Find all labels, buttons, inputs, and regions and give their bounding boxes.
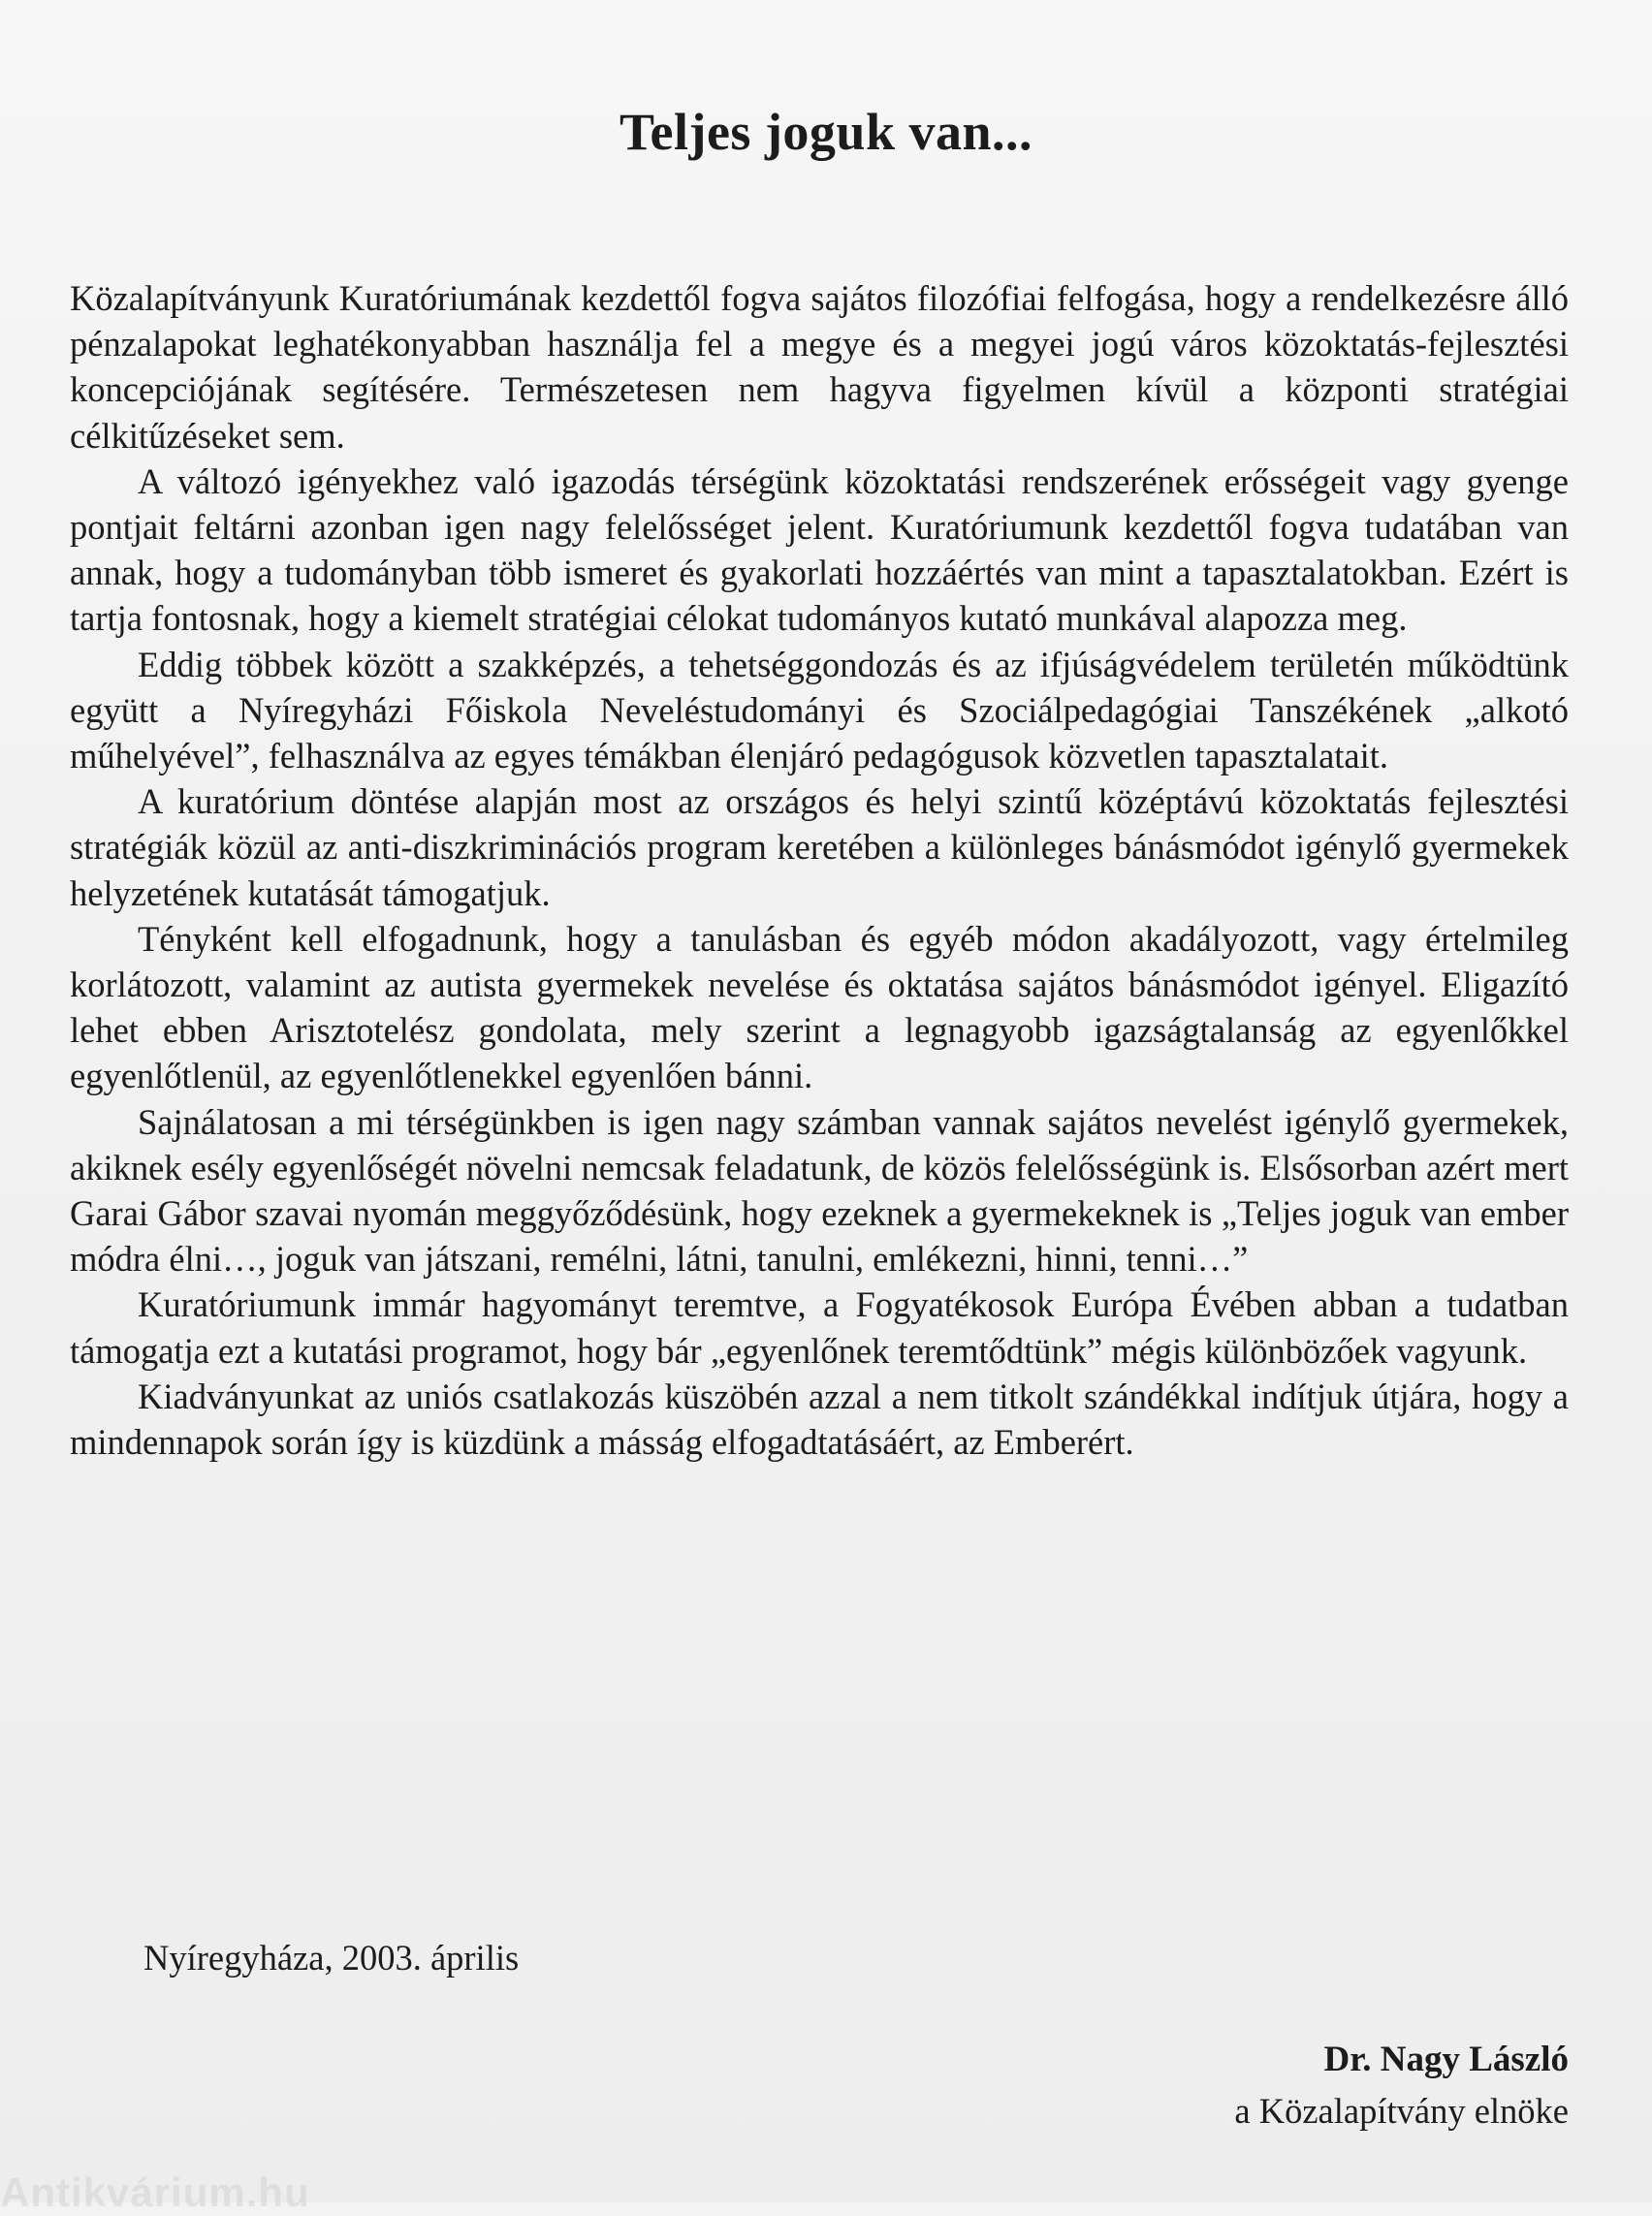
paragraph-1: Közalapítványunk Kuratóriumának kezdettől fogva sajátos filozófiai felfogása, hogy a rendelkezésre álló pénzalapokat leghatékonyabban használja fel a megye és a megyei jogú város közoktatás-fejlesztési koncepciójának segítésére. Természetesen nem hagyva figyelmen kívül a központi stratégiai célkitűzéseket sem. (70, 278, 1569, 456)
paragraph-7: Kuratóriumunk immár hagyományt teremtve, a Fogyatékosok Európa Évében abban a tudatban támogatja ezt a kutatási programot, hogy bár „egyenlőnek teremtődtünk” mégis különbözőek vagyunk. (70, 1284, 1569, 1371)
paragraph-5: Tényként kell elfogadnunk, hogy a tanulásban és egyéb módon akadályozott, vagy értelmileg korlátozott, valamint az autista gyermekek nevelése és oktatása sajátos bánásmódot igényel. Eligazító lehet ebben Arisztotelész gondolata, mely szerint a legnagyobb igazságtalanság az egyenlőkkel egyenlőtlenül, az egyenlőtlenekkel egyenlően bánni. (70, 918, 1569, 1096)
paragraph-3: Eddig többek között a szakképzés, a tehetséggondozás és az ifjúságvédelem területén működtünk együtt a Nyíregyházi Főiskola Neveléstudományi és Szociálpedagógiai Tanszékének „alkotó műhelyével”, felhasználva az egyes témákban élenjáró pedagógusok közvetlen tapasztalatait. (70, 644, 1569, 776)
paragraph-6: Sajnálatosan a mi térségünkben is igen nagy számban vannak sajátos nevelést igénylő gyermekek, akiknek esély egyenlőségét növelni nemcsak feladatunk, de közös felelősségünk is. Elsősorban azért mert Garai Gábor szavai nyomán meggyőződésünk, hogy ezeknek a gyermekeknek is „Teljes joguk van ember módra élni…, joguk van játszani, remélni, látni, tanulni, emlékezni, hinni, tenni…” (70, 1101, 1569, 1280)
body-text (70, 275, 1569, 1465)
signature-role: a Közalapítvány elnöke (1234, 2091, 1569, 2131)
paragraph-4: A kuratórium döntése alapján most az országos és helyi szintű középtávú közoktatás fejlesztési stratégiák közül az anti-diszkriminációs program keretében a különleges bánásmódot igénylő gyermekek helyzetének kutatását támogatjuk. (70, 781, 1569, 913)
watermark: Antikvárium.hu (0, 2169, 310, 2215)
signature-name: Dr. Nagy László (1323, 2040, 1569, 2079)
paragraph-2: A változó igényekhez való igazodás térségünk közoktatási rendszerének erősségeit vagy gyenge pontjait feltárni azonban igen nagy felelősséget jelent. Kuratóriumunk kezdettől fogva tudatában van annak, hogy a tudományban több ismeret és gyakorlati hozzáértés van mint a tapasztalatokban. Ezért is tartja fontosnak, hogy a kiemelt stratégiai célokat tudományos kutató munkával alapozza meg. (70, 460, 1569, 639)
document-title: Teljes joguk van... (619, 103, 1033, 161)
place-date: Nyíregyháza, 2003. április (143, 1938, 520, 1978)
paragraph-8: Kiadványunkat az uniós csatlakozás küszöbén azzal a nem titkolt szándékkal indítjuk útjára, hogy a mindennapok során így is küzdünk a másság elfogadtatásáért, az Emberért. (70, 1376, 1569, 1463)
